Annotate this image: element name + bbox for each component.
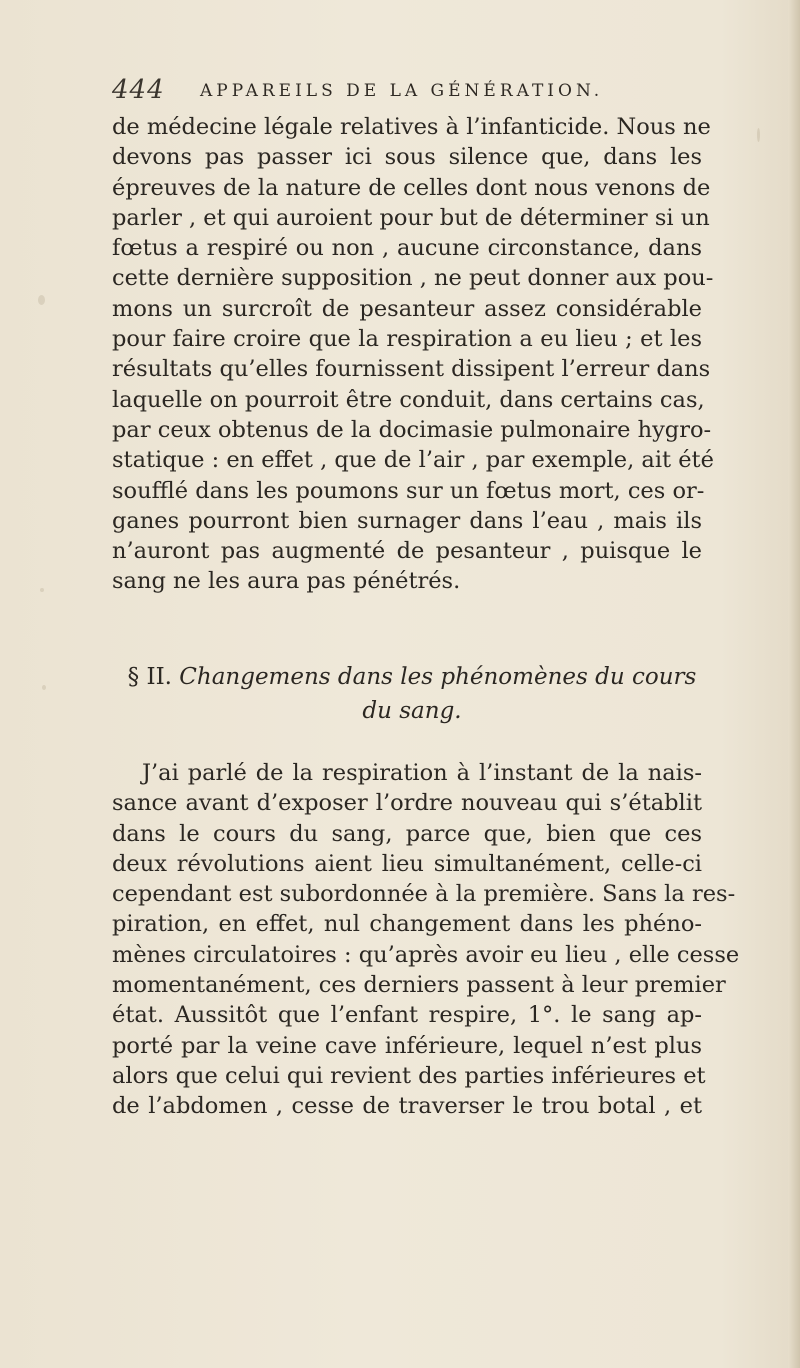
text-line: de l’abdomen , cesse de traverser le trou botal , et bbox=[112, 1093, 702, 1120]
paper-spot bbox=[42, 685, 46, 690]
text-line: soufflé dans les poumons sur un fœtus mort, ces or- bbox=[112, 477, 705, 504]
text-line: ganes pourront bien surnager dans l’eau , mais ils bbox=[112, 507, 702, 534]
section-title-line2: du sang. bbox=[362, 698, 462, 724]
text-line: fœtus a respiré ou non , aucune circonstance, dans bbox=[112, 235, 702, 262]
text-line: mènes circulatoires : qu’après avoir eu lieu , elle cesse bbox=[112, 941, 740, 968]
text-line: parler , et qui auroient pour but de déterminer si un bbox=[112, 204, 710, 231]
paper-spot bbox=[40, 588, 44, 592]
section-title-line1: Changemens dans les phénomènes du cours bbox=[179, 664, 697, 690]
text-line: épreuves de la nature de celles dont nous venons de bbox=[112, 174, 711, 201]
text-line: piration, en effet, nul changement dans les phéno- bbox=[112, 911, 702, 938]
text-line: alors que celui qui revient des parties inférieures et bbox=[112, 1062, 706, 1089]
text-line: pour faire croire que la respiration a eu lieu ; et les bbox=[112, 326, 702, 353]
page-edge bbox=[788, 0, 800, 1368]
paragraph-circulation bbox=[112, 758, 740, 1122]
text-line: dans le cours du sang, parce que, bien que ces bbox=[112, 820, 702, 847]
text-line: mons un surcroît de pesanteur assez considérable bbox=[112, 295, 702, 322]
text-line: porté par la veine cave inférieure, lequel n’est plus bbox=[112, 1032, 702, 1059]
text-line: par ceux obtenus de la docimasie pulmonaire hygro- bbox=[112, 416, 712, 443]
text-line: momentanément, ces derniers passent à leur premier bbox=[112, 972, 726, 999]
text-line: de médecine légale relatives à l’infanticide. Nous ne bbox=[112, 114, 711, 140]
page-header bbox=[112, 75, 712, 109]
text-line: cependant est subordonnée à la première. Sans la res- bbox=[112, 881, 736, 908]
text-line: statique : en effet , que de l’air , par exemple, ait été bbox=[112, 447, 714, 474]
section-number: § II. bbox=[127, 664, 172, 690]
page-number: 444 bbox=[112, 75, 165, 105]
text-line: cette dernière supposition , ne peut donner aux pou- bbox=[112, 265, 714, 292]
paragraph-infanticide bbox=[112, 112, 714, 597]
text-line: résultats qu’elles fournissent dissipent l’erreur dans bbox=[112, 356, 711, 383]
text-line: n’auront pas augmenté de pesanteur , puisque le bbox=[112, 538, 702, 565]
text-line: laquelle on pourroit être conduit, dans certains cas, bbox=[112, 386, 705, 413]
paper-spot bbox=[38, 295, 45, 305]
text-line: état. Aussitôt que l’enfant respire, 1°. le sang ap- bbox=[112, 1002, 702, 1029]
paper-spot bbox=[757, 128, 760, 142]
text-line: sang ne les aura pas pénétrés. bbox=[112, 568, 461, 595]
running-title: APPAREILS DE LA GÉNÉRATION. bbox=[200, 81, 604, 101]
text-line: sance avant d’exposer l’ordre nouveau qui s’établit bbox=[112, 790, 702, 817]
section-heading bbox=[112, 660, 712, 728]
text-line: deux révolutions aient lieu simultanément, celle-ci bbox=[112, 850, 702, 877]
text-line: devons pas passer ici sous silence que, dans les bbox=[112, 144, 702, 171]
text-line: J’ai parlé de la respiration à l’instant de la nais- bbox=[142, 760, 702, 786]
